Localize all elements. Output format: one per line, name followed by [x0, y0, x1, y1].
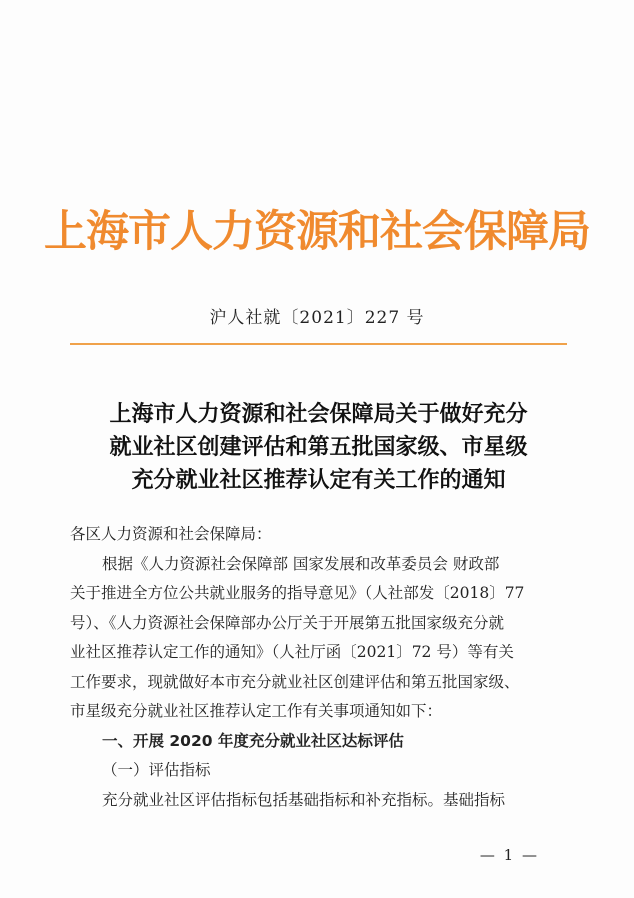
page-number: — 1 — — [479, 846, 539, 864]
paragraph-line: 工作要求，现就做好本市充分就业社区创建评估和第五批国家级、 — [70, 672, 520, 691]
agency-title: 上海市人力资源和社会保障局 — [44, 207, 590, 257]
notice-title — [70, 398, 567, 497]
paragraph-line: 关于推进全方位公共就业服务的指导意见》（人社部发〔2018〕77 — [70, 584, 525, 602]
subsection-heading: （一）评估指标 — [102, 761, 211, 779]
header-divider — [70, 343, 567, 345]
paragraph-line: 市星级充分就业社区推荐认定工作有关事项通知如下： — [70, 702, 443, 720]
section-heading: 一、开展 2020 年度充分就业社区达标评估 — [102, 731, 404, 750]
notice-title-line: 充分就业社区推荐认定有关工作的通知 — [131, 467, 506, 493]
paragraph-line: 号）、《人力资源社会保障部办公厅关于开展第五批国家级充分就 — [70, 613, 505, 632]
paragraph-line: 根据《人力资源社会保障部 国家发展和改革委员会 财政部 — [102, 554, 500, 573]
notice-body — [70, 520, 567, 815]
paragraph-line: 业社区推荐认定工作的通知》（人社厅函〔2021〕72 号）等有关 — [70, 643, 514, 661]
notice-title-line: 上海市人力资源和社会保障局关于做好充分 — [109, 401, 528, 427]
paragraph-line: 充分就业社区评估指标包括基础指标和补充指标。基础指标 — [102, 790, 506, 809]
notice-title-line: 就业社区创建评估和第五批国家级、市星级 — [109, 434, 528, 460]
salutation: 各区人力资源和社会保障局： — [70, 525, 272, 543]
document-number: 沪人社就〔2021〕227 号 — [209, 308, 425, 328]
